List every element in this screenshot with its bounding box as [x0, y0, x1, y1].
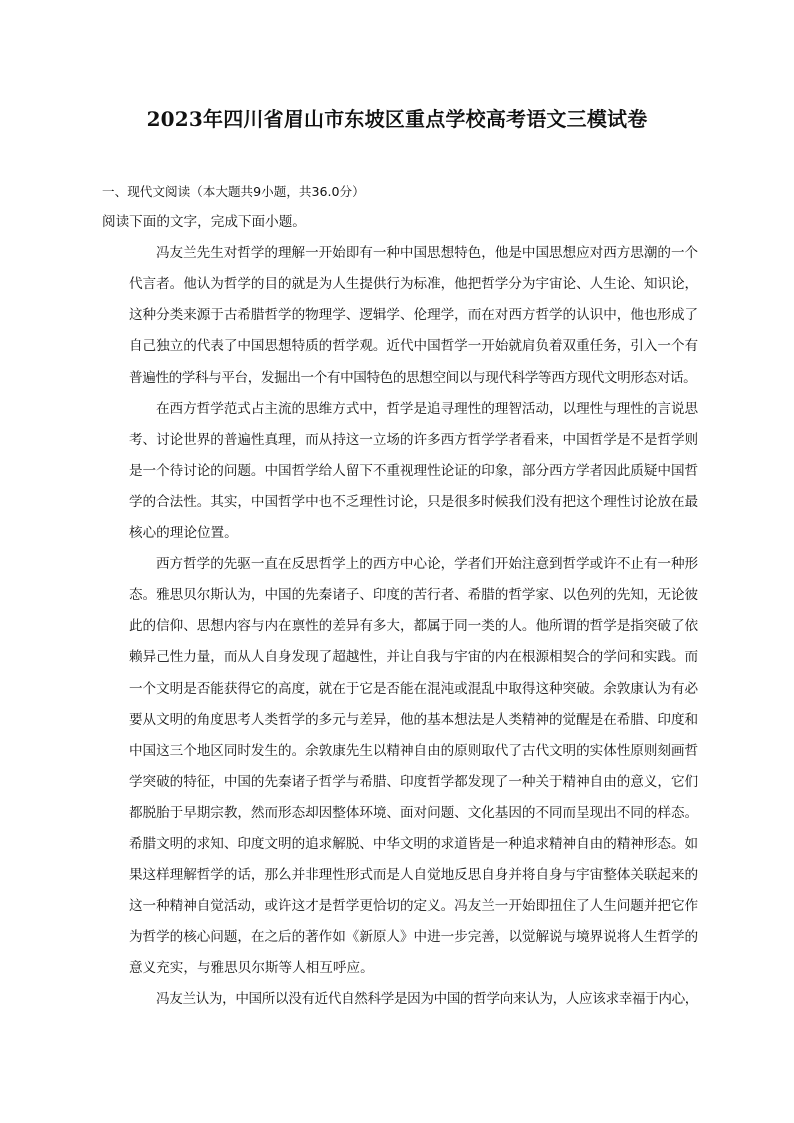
paragraph-line: 这种分类来源于古希腊哲学的物理学、逻辑学、伦理学，而在对西方哲学的认识中，他也形成了: [129, 307, 698, 324]
paragraph-line: 果这样理解哲学的话，那么并非理性形式而是人自觉地反思自身并将自身与宇宙整体关联起来的: [129, 867, 698, 884]
paragraph-line: 在西方哲学范式占主流的思维方式中，哲学是追寻理性的理智活动，以理性与理性的言说思: [156, 400, 698, 417]
paragraph-line: 代言者。他认为哲学的目的就是为人生提供行为标准，他把哲学分为宇宙论、人生论、知识论，: [129, 276, 698, 293]
paragraph-line: 学突破的特征，中国的先秦诸子哲学与希腊、印度哲学都发现了一种关于精神自由的意义，它们: [129, 773, 698, 790]
paragraph-4: [102, 984, 698, 1015]
paragraph-1: [102, 238, 698, 393]
paragraph-3: [102, 549, 698, 984]
reading-instruction: 阅读下面的文字，完成下面小题。: [102, 214, 306, 231]
paragraph-line: 都脱胎于早期宗教，然而形态却因整体环境、面对问题、文化基因的不同而呈现出不同的样态。: [129, 804, 698, 821]
paragraph-line: 这一种精神自觉活动，或许这才是哲学更恰切的定义。冯友兰一开始即扭住了人生问题并把它作: [129, 898, 698, 915]
paragraph-line: 冯友兰认为，中国所以没有近代自然科学是因为中国的哲学向来认为，人应该求幸福于内心，: [156, 991, 698, 1008]
paragraph-line: 是一个待讨论的问题。中国哲学给人留下不重视理性论证的印象，部分西方学者因此质疑中国哲: [129, 462, 698, 479]
document-body: [102, 176, 698, 1016]
paragraph-line: 希腊文明的求知、印度文明的追求解脱、中华文明的求道皆是一种追求精神自由的精神形态。如: [129, 835, 698, 852]
paragraph-line: 中国这三个地区同时发生的。余敦康先生以精神自由的原则取代了古代文明的实体性原则刻画哲: [129, 742, 698, 759]
paragraph-line: 考、讨论世界的普遍性真理，而从持这一立场的许多西方哲学学者看来，中国哲学是不是哲学则: [129, 431, 698, 448]
paragraph-2: [102, 394, 698, 549]
paragraph-line: 冯友兰先生对哲学的理解一开始即有一种中国思想特色，他是中国思想应对西方思潮的一个: [156, 245, 698, 262]
paragraph-line: 普遍性的学科与平台，发掘出一个有中国特色的思想空间以与现代科学等西方现代文明形态对话。: [129, 369, 697, 386]
paragraph-line: 西方哲学的先驱一直在反思哲学上的西方中心论，学者们开始注意到哲学或许不止有一种形: [156, 556, 698, 573]
document-title: 2023年四川省眉山市东坡区重点学校高考语文三模试卷: [146, 107, 648, 131]
paragraph-line: 核心的理论位置。: [129, 525, 238, 542]
paragraph-line: 此的信仰、思想内容与内在禀性的差异有多大，都属于同一类的人。他所谓的哲学是指突破了依: [129, 618, 698, 635]
paragraph-line: 态。雅思贝尔斯认为，中国的先秦诸子、印度的苦行者、希腊的哲学家、以色列的先知，无论彼: [129, 587, 698, 604]
paragraph-line: 学的合法性。其实，中国哲学中也不乏理性讨论，只是很多时候我们没有把这个理性讨论放在最: [129, 493, 698, 510]
paragraph-line: 为哲学的核心问题，在之后的著作如《新原人》中进一步完善，以觉解说与境界说将人生哲学的: [129, 929, 698, 946]
section-heading: 一、现代文阅读（本大题共9小题，共36.0分）: [102, 184, 365, 199]
paragraph-line: 要从文明的角度思考人类哲学的多元与差异，他的基本想法是人类精神的觉醒是在希腊、印度和: [129, 711, 698, 728]
paragraph-line: 一个文明是否能获得它的高度，就在于它是否能在混沌或混乱中取得这种突破。余敦康认为有必: [129, 680, 698, 697]
paragraph-line: 意义充实，与雅思贝尔斯等人相互呼应。: [129, 960, 374, 977]
paragraph-line: 赖异己性力量，而从人自身发现了超越性，并让自我与宇宙的内在根源相契合的学问和实践。而: [129, 649, 698, 666]
paragraph-line: 自己独立的代表了中国思想特质的哲学观。近代中国哲学一开始就肩负着双重任务，引入一个有: [129, 338, 698, 355]
